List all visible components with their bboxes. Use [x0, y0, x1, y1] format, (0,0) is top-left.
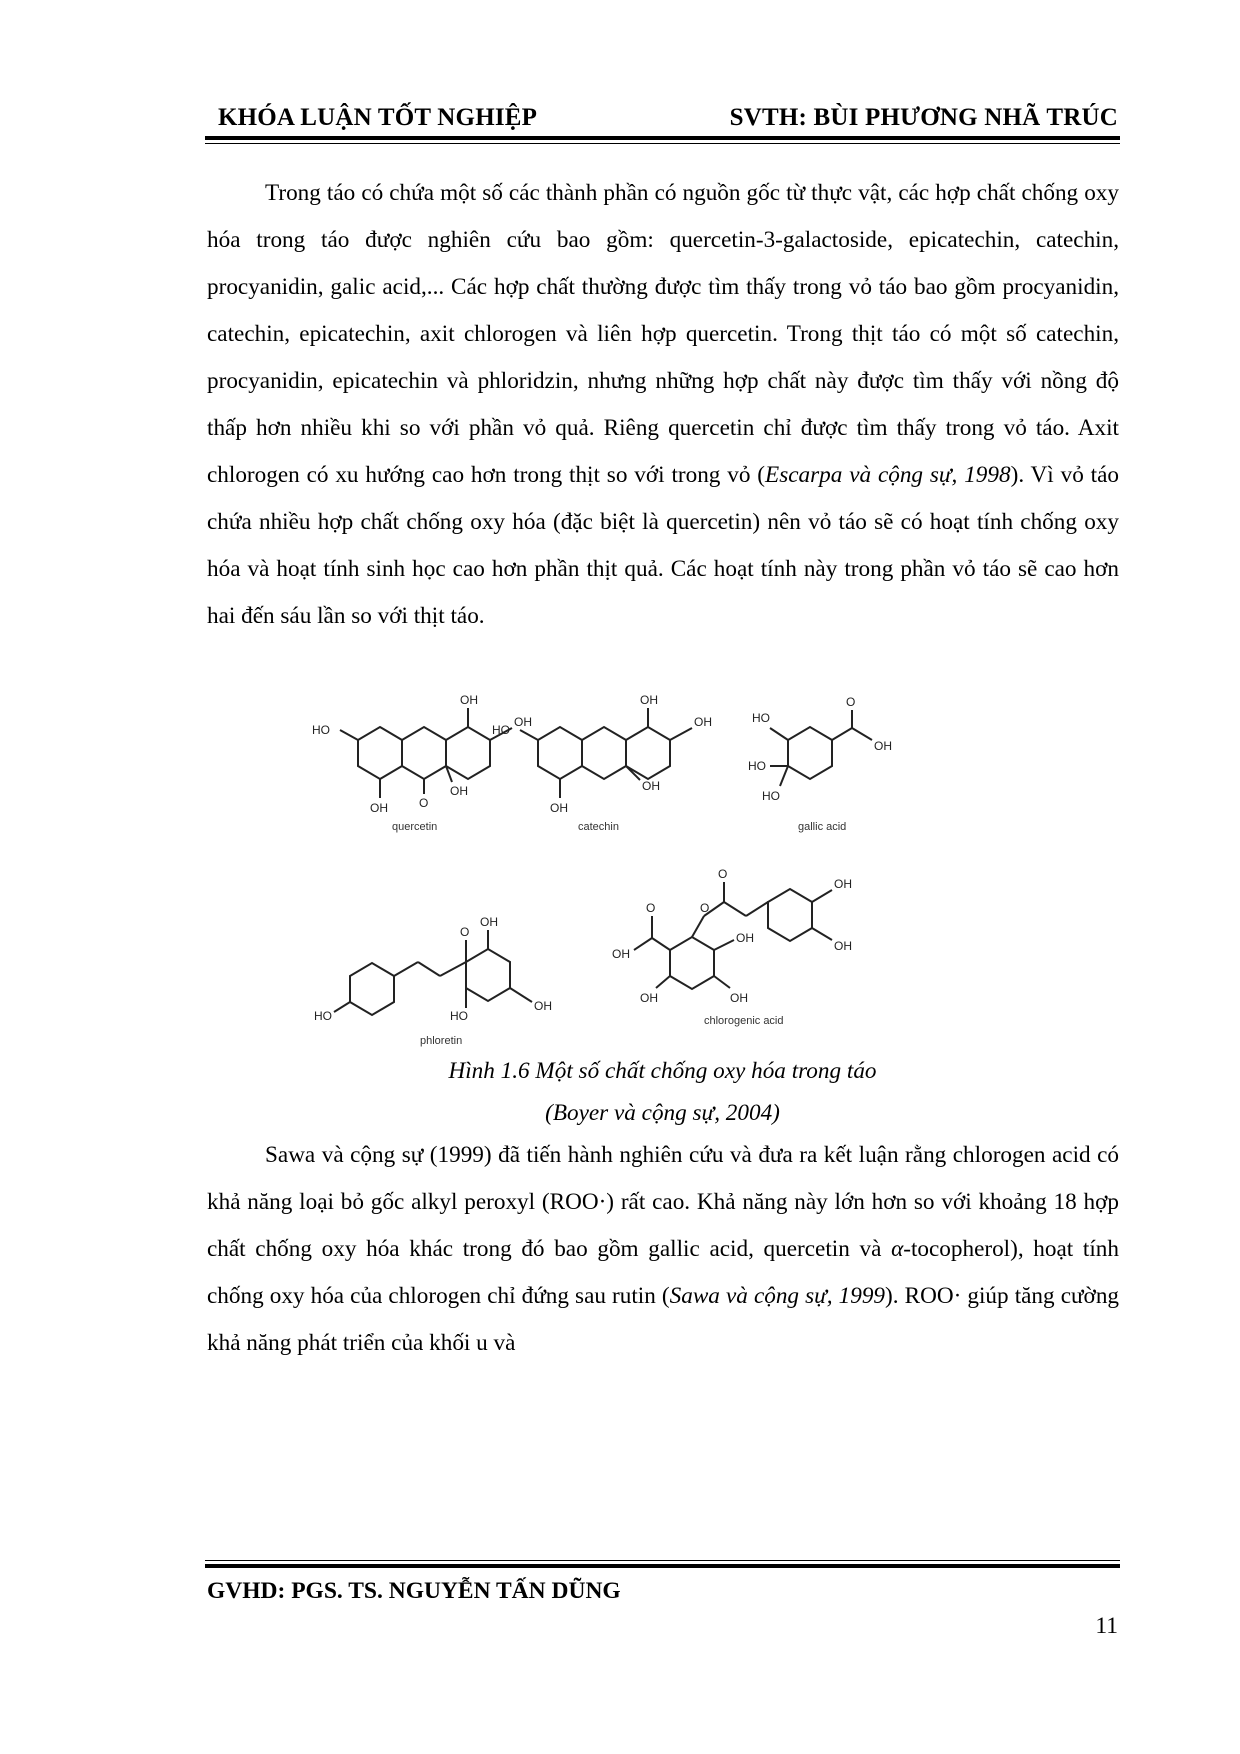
gallic-ho-label-1: HO — [752, 711, 770, 725]
quercetin-oh-label-4: OH — [514, 715, 532, 729]
quercetin-oh-label-1: OH — [370, 801, 388, 815]
paragraph-2-text-b: -tocopherol), hoạt tính chống oxy hóa của chlorogen chỉ đứng sau rutin ( — [207, 1236, 1119, 1309]
quercetin-structure — [312, 693, 532, 833]
phloretin-oh-label-1: OH — [480, 915, 498, 929]
paragraph-2-text-c: ). ROO· giúp tăng cường khả năng phát triển của khối u và — [207, 1283, 1120, 1356]
figure-caption: Hình 1.6 Một số chất chống oxy hóa trong táo — [448, 1058, 877, 1084]
quercetin-oh-label-2: OH — [450, 784, 468, 798]
gallic-ho-label-3: HO — [762, 789, 780, 803]
phloretin-ho-label: HO — [314, 1009, 332, 1023]
phloretin-oh-label-2: OH — [534, 999, 552, 1013]
paragraph-1-text-end: ). Vì vỏ táo chứa nhiều hợp chất chống oxy hóa (đặc biệt là quercetin) nên vỏ táo sẽ có hoạt tính chống oxy hóa và hoạt tính sinh học cao hơn phần thịt quả. Các hoạt tính này trong phần vỏ táo sẽ cao hơn hai đến sáu lần so với thịt táo. — [207, 462, 1119, 629]
quercetin-oh-label-3: OH — [460, 693, 478, 707]
phloretin-structure — [314, 915, 552, 1047]
catechin-oh-label-2: OH — [642, 779, 660, 793]
figure-source: (Boyer và cộng sự, 2004) — [545, 1100, 780, 1126]
footer-advisor: GVHD: PGS. TS. NGUYỄN TẤN DŨNG — [207, 1578, 621, 1604]
phloretin-ho-label-2: HO — [450, 1009, 468, 1023]
catechin-structure — [492, 693, 712, 833]
chlorogenic-o-label-2: O — [700, 901, 710, 915]
header-student-name: SVTH: BÙI PHƯƠNG NHÃ TRÚC — [729, 104, 1118, 131]
quercetin-o-label: O — [419, 796, 429, 810]
chlorogenic-acid-name: chlorogenic acid — [704, 1015, 784, 1027]
chlorogenic-oh-label-1: OH — [612, 947, 630, 961]
paragraph-1-text-start: Trong táo có chứa một số các thành phần có nguồn gốc từ thực vật, các hợp chất chống oxy hóa trong táo được nghiên cứu bao gồm: quercetin-3-galactoside, epicatechin, catechin, procyanidin, galic acid,... Các hợp chất thường được tìm thấy trong vỏ táo bao gồm procyanidin, catechin, epicatechin, axit chlorogen và liên hợp quercetin. Trong thịt táo có một số catechin, procyanidin, epicatechin và phloridzin, nhưng những hợp chất này được tìm thấy với nồng độ thấp hơn nhiều khi so với phần vỏ quả. Riêng quercetin chỉ được tìm thấy trong vỏ táo. Axit chlorogen có xu hướng cao hơn trong thịt so với trong vỏ ( — [207, 180, 1119, 488]
page-number: 11 — [1095, 1613, 1118, 1639]
phloretin-name: phloretin — [420, 1035, 463, 1047]
quercetin-name: quercetin — [392, 821, 438, 833]
gallic-o-label: O — [846, 695, 856, 709]
footer-rule-thick — [205, 1564, 1120, 1568]
catechin-oh-label-3: OH — [640, 693, 658, 707]
catechin-oh-label-4: OH — [694, 715, 712, 729]
alpha-symbol: α — [891, 1236, 904, 1262]
citation-sawa: Sawa và cộng sự, 1999 — [669, 1283, 886, 1309]
paragraph-2-text-a: Sawa và cộng sự (1999) đã tiến hành nghiên cứu và đưa ra kết luận rằng chlorogen acid có khả năng loại bỏ gốc alkyl peroxyl (ROO·) rất cao. Khả năng này lớn hơn so với khoảng 18 hợp chất chống oxy hóa khác trong đó bao gồm gallic acid, quercetin và — [207, 1142, 1119, 1262]
footer-rule-thin — [205, 1560, 1120, 1561]
phloretin-o-label: O — [460, 925, 470, 939]
gallic-ho-label-2: HO — [748, 759, 766, 773]
header-thesis-title: KHÓA LUẬN TỐT NGHIỆP — [218, 104, 538, 131]
body-paragraph-1 — [207, 170, 1119, 640]
chlorogenic-oh-label-6: OH — [640, 991, 658, 1005]
catechin-oh-label-1: OH — [550, 801, 568, 815]
chlorogenic-oh-label-3: OH — [834, 939, 852, 953]
quercetin-ho-label: HO — [312, 723, 330, 737]
gallic-oh-label: OH — [874, 739, 892, 753]
chlorogenic-o-label: O — [646, 901, 656, 915]
catechin-name: catechin — [578, 821, 619, 833]
chlorogenic-oh-label-2: OH — [834, 877, 852, 891]
gallic-acid-name: gallic acid — [798, 821, 847, 833]
chlorogenic-acid-structure — [612, 867, 852, 1027]
header-rule-thin — [205, 143, 1120, 144]
chlorogenic-oh-label-4: OH — [736, 931, 754, 945]
header-rule-thick — [205, 136, 1120, 140]
catechin-ho-label: HO — [492, 723, 510, 737]
chlorogenic-o-label-3: O — [718, 867, 728, 881]
citation-escarpa: Escarpa và cộng sự, 1998 — [765, 462, 1011, 488]
gallic-acid-structure — [748, 695, 892, 833]
body-paragraph-2 — [207, 1132, 1119, 1367]
chlorogenic-oh-label-5: OH — [730, 991, 748, 1005]
